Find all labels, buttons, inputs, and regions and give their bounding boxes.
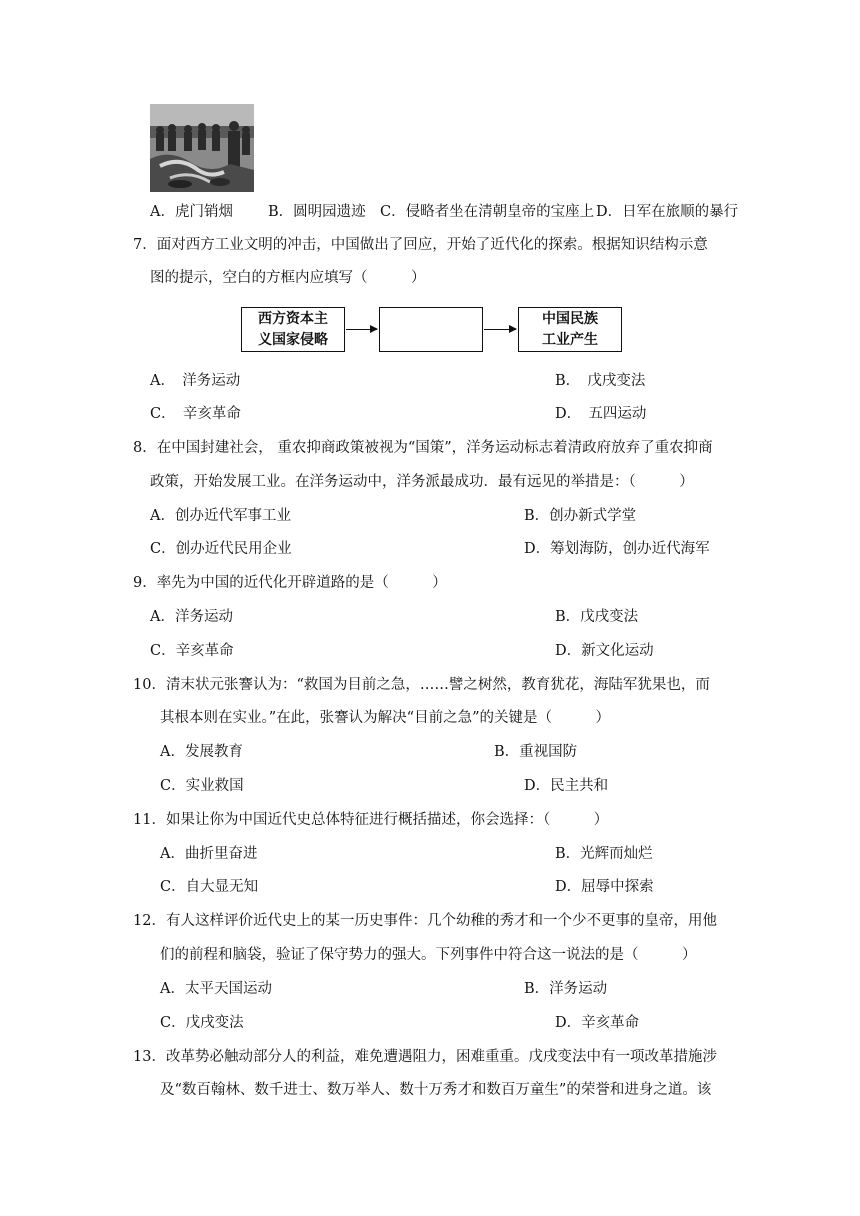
diagram-box-right-line2: 工业产生 — [542, 332, 598, 348]
q6-option-a: A．虎门销烟 — [150, 204, 233, 220]
q9-option-d: D．新文化运动 — [555, 643, 654, 659]
q8-option-d: D．筹划海防，创办近代海军 — [524, 541, 710, 557]
q11-stem: 11．如果让你为中国近代史总体特征进行概括描述，你会选择：（ ） — [133, 812, 609, 828]
q7-stem-line2: 图的提示，空白的方框内应填写（ ） — [150, 270, 426, 286]
q12-stem-line2: 们的前程和脑袋，验证了保守势力的强大。下列事件中符合这一说法的是（ ） — [160, 947, 697, 963]
q6-option-d: D．日军在旅顺的暴行 — [596, 204, 739, 220]
q9-option-c: C．辛亥革命 — [150, 643, 234, 659]
diagram-arrow-1 — [346, 329, 377, 330]
diagram-box-left-line2: 义国家侵略 — [258, 332, 328, 348]
diagram-box-left-line1: 西方资本主 — [258, 311, 328, 327]
q8-option-c: C．创办近代民用企业 — [150, 541, 292, 557]
q11-option-c: C．自大显无知 — [160, 879, 259, 895]
q6-option-c: C．侵略者坐在清朝皇帝的宝座上 — [380, 204, 595, 220]
q8-option-b: B．创办新式学堂 — [524, 508, 637, 524]
diagram-box-left — [241, 307, 345, 352]
q12-stem-line1: 12．有人这样评价近代史上的某一历史事件：几个幼稚的秀才和一个少不更事的皇帝，用他 — [133, 913, 717, 929]
q10-stem-line1: 10．清末状元张謇认为：“救国为目前之急，……譬之树然，教育犹花，海陆军犹果也，而 — [133, 677, 710, 693]
q7-option-c: C． 辛亥革命 — [150, 406, 241, 422]
q8-stem-line1: 8．在中国封建社会， 重农抑商政策被视为“国策”，洋务运动标志着清政府放弃了重农抑商 — [133, 440, 713, 456]
q7-option-d: D． 五四运动 — [555, 406, 647, 422]
q13-stem-line1: 13．改革势必触动部分人的利益，难免遭遇阻力，困难重重。戊戌变法中有一项改革措施涉 — [133, 1049, 717, 1065]
q11-option-d: D．屈辱中探索 — [555, 879, 654, 895]
q10-option-b: B．重视国防 — [494, 744, 578, 760]
q9-option-a: A．洋务运动 — [150, 609, 233, 625]
q8-stem-line2: 政策，开始发展工业。在洋务运动中，洋务派最成功．最有远见的举措是：（ ） — [150, 474, 694, 490]
q10-option-c: C．实业救国 — [160, 778, 244, 794]
q11-option-b: B．光辉而灿烂 — [555, 846, 653, 862]
historical-photo — [150, 104, 254, 192]
q8-option-a: A．创办近代军事工业 — [150, 508, 291, 524]
q9-stem: 9．率先为中国的近代化开辟道路的是（ ） — [133, 575, 447, 591]
diagram-box-right-line1: 中国民族 — [542, 311, 598, 327]
diagram-box-right — [518, 307, 622, 352]
q12-option-b: B．洋务运动 — [524, 981, 608, 997]
q9-option-b: B．戊戌变法 — [555, 609, 639, 625]
q12-option-d: D．辛亥革命 — [555, 1015, 640, 1031]
q7-option-b: B． 戊戌变法 — [555, 373, 646, 389]
diagram-box-blank — [379, 307, 483, 352]
diagram-arrow-2 — [484, 329, 516, 330]
q11-option-a: A．曲折里奋进 — [160, 846, 258, 862]
q7-option-a: A． 洋务运动 — [150, 373, 241, 389]
q6-option-b: B．圆明园遗迹 — [268, 204, 366, 220]
q12-option-a: A．太平天国运动 — [160, 981, 272, 997]
q12-option-c: C．戊戌变法 — [160, 1015, 244, 1031]
q7-stem-line1: 7．面对西方工业文明的冲击，中国做出了回应，开始了近代化的探索。根据知识结构示意 — [133, 237, 708, 253]
q10-option-d: D．民主共和 — [524, 778, 609, 794]
photo-illustration — [150, 104, 254, 192]
q10-option-a: A．发展教育 — [160, 744, 243, 760]
q10-stem-line2: 其根本则在实业。”在此，张謇认为解决“目前之急”的关键是（ ） — [160, 710, 610, 726]
q13-stem-line2: 及“数百翰林、数千进士、数万举人、数十万秀才和数百万童生”的荣誉和进身之道。该 — [160, 1082, 712, 1098]
